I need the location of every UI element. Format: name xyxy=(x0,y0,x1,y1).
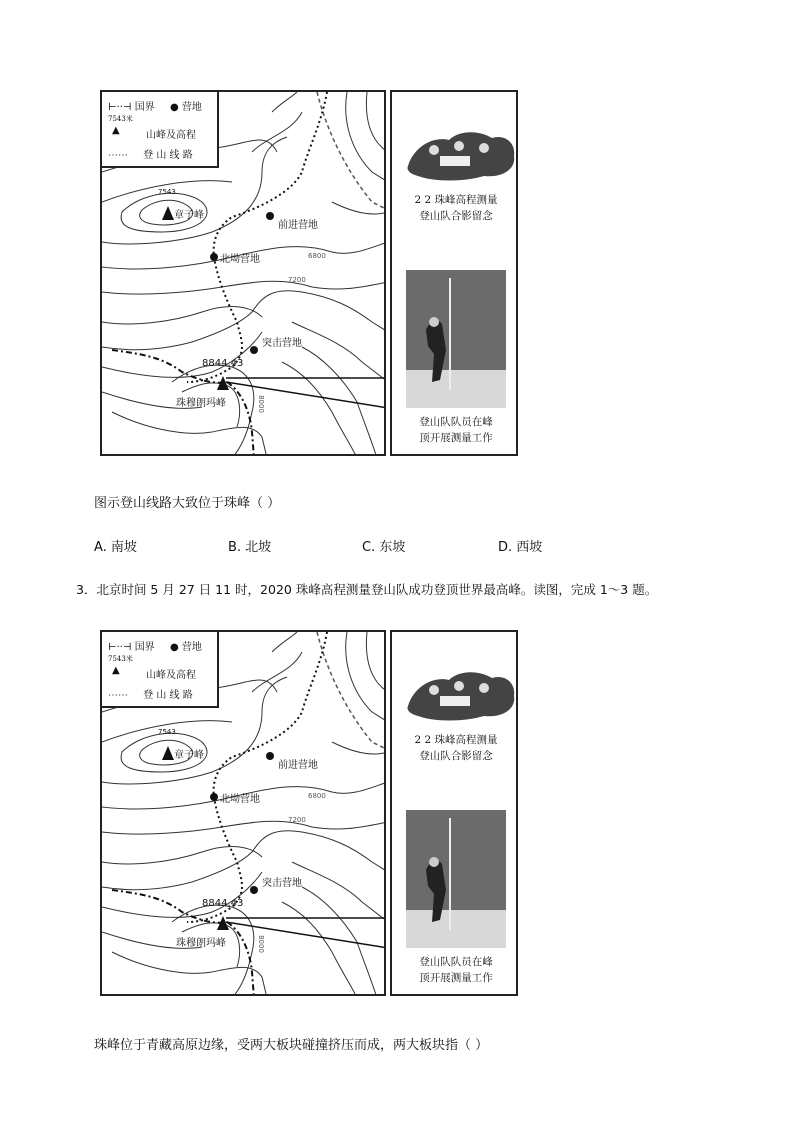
north-col-camp-label: 北坳营地 xyxy=(220,794,260,805)
team-photo xyxy=(404,126,528,186)
contour-label-8000: 8000 xyxy=(256,935,265,953)
zhangzi-name: 章子峰 xyxy=(174,210,204,221)
team-photo xyxy=(404,666,528,726)
camp-icon: ● xyxy=(170,642,179,653)
option-c[interactable]: C. 东坡 xyxy=(362,540,406,555)
option-b[interactable]: B. 北坡 xyxy=(228,540,272,555)
option-d[interactable]: D. 西坡 xyxy=(498,540,543,555)
legend-border: ⊢··⊣ 国界 xyxy=(108,642,155,653)
summit-caption-line1: 登山队队员在峰 xyxy=(419,416,493,428)
map-legend xyxy=(102,632,219,708)
photo-panel xyxy=(390,630,518,996)
route-icon: ⋯⋯ xyxy=(108,150,128,161)
contour-label-7200: 7200 xyxy=(288,816,306,824)
photo-panel xyxy=(390,90,518,456)
team-caption-line1: 2 2 珠峰高程测量 xyxy=(414,734,498,746)
summit-caption-line1: 登山队队员在峰 xyxy=(419,956,493,968)
team-caption-line2: 登山队合影留念 xyxy=(419,210,493,222)
summit-caption-line2: 顶开展测量工作 xyxy=(419,972,493,984)
contour-label-7200: 7200 xyxy=(288,276,306,284)
question3-stem: 珠峰位于青藏高原边缘，受两大板块碰撞挤压而成，两大板块指（ ） xyxy=(94,1038,489,1053)
legend-elev: 7543米 xyxy=(108,115,133,123)
assault-camp-label: 突击营地 xyxy=(262,878,302,889)
summit-name: 珠穆朗玛峰 xyxy=(176,938,226,949)
legend-camp: ● 营地 xyxy=(170,642,202,653)
legend-camp: ● 营地 xyxy=(170,102,202,113)
summit-caption-line2: 顶开展测量工作 xyxy=(419,432,493,444)
zhangzi-elevation: 7543 xyxy=(158,728,176,736)
legend-route: ⋯⋯ 登 山 线 路 xyxy=(108,690,193,701)
legend-route: ⋯⋯ 登 山 线 路 xyxy=(108,150,193,161)
legend-border: ⊢··⊣ 国界 xyxy=(108,102,155,113)
legend-elev: 7543米 xyxy=(108,655,133,663)
peak-icon: ▲ xyxy=(112,125,120,136)
summit-name: 珠穆朗玛峰 xyxy=(176,398,226,409)
border-icon: ⊢··⊣ xyxy=(108,642,132,653)
assault-camp-label: 突击营地 xyxy=(262,338,302,349)
summit-elevation: 8844.43 xyxy=(202,358,244,369)
route-icon: ⋯⋯ xyxy=(108,690,128,701)
topographic-map xyxy=(100,630,386,996)
zhangzi-name: 章子峰 xyxy=(174,750,204,761)
camp-icon: ● xyxy=(170,102,179,113)
advance-camp-label: 前进营地 xyxy=(278,220,318,231)
peak-icon: ▲ xyxy=(112,665,120,676)
team-caption-line1: 2 2 珠峰高程测量 xyxy=(414,194,498,206)
map-figure-2 xyxy=(100,630,520,1002)
summit-photo xyxy=(406,270,506,408)
border-icon: ⊢··⊣ xyxy=(108,102,132,113)
legend-peak: 山峰及高程 xyxy=(146,670,196,681)
contour-label-6800: 6800 xyxy=(308,792,326,800)
legend-peak: 山峰及高程 xyxy=(146,130,196,141)
north-col-camp-label: 北坳营地 xyxy=(220,254,260,265)
advance-camp-label: 前进营地 xyxy=(278,760,318,771)
contour-label-8000: 8000 xyxy=(256,395,265,413)
team-caption-line2: 登山队合影留念 xyxy=(419,750,493,762)
summit-photo xyxy=(406,810,506,948)
topographic-map xyxy=(100,90,386,456)
map-legend xyxy=(102,92,219,168)
zhangzi-elevation: 7543 xyxy=(158,188,176,196)
question1-stem: 图示登山线路大致位于珠峰（ ） xyxy=(94,496,281,511)
question3-intro: 3．北京时间 5 月 27 日 11 时，2020 珠峰高程测量登山队成功登顶世界最高峰。读图，完成 1～3 题。 xyxy=(76,582,658,597)
map-figure-1 xyxy=(100,90,520,462)
option-a[interactable]: A. 南坡 xyxy=(94,540,137,555)
contour-label-6800: 6800 xyxy=(308,252,326,260)
summit-elevation: 8844.43 xyxy=(202,898,244,909)
